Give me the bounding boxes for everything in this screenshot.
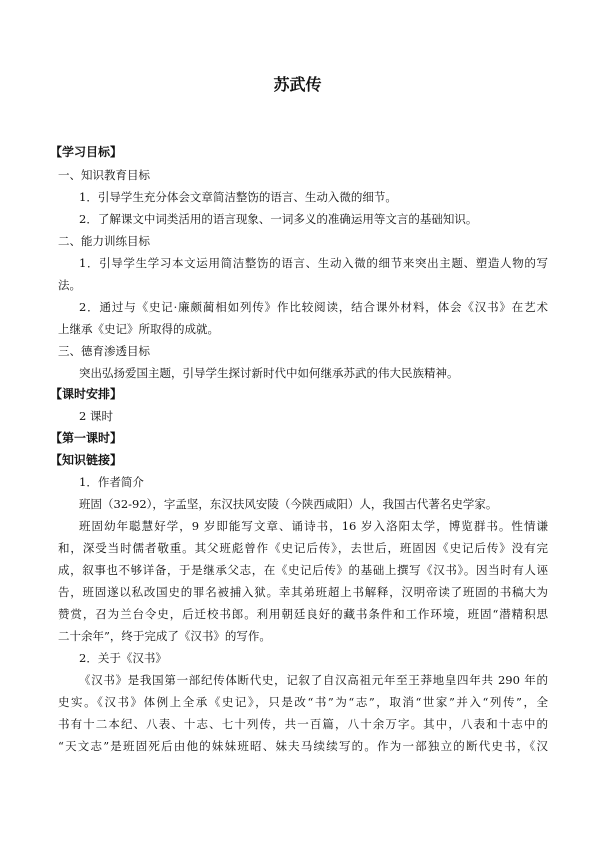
paragraph-line: 班固幼年聪慧好学，9 岁即能写文章、诵诗书，16 岁入洛阳太学，博览群书。性情谦 <box>79 519 548 533</box>
subheading-knowledge: 一、知识教育目标 <box>58 168 150 182</box>
paragraph-line: 2．通过与《史记·廉颇蔺相如列传》作比较阅读，结合课外材料，体会《汉书》在艺术 <box>79 300 548 314</box>
paragraph-line: 上继承《史记》所取得的成就。 <box>58 322 219 336</box>
paragraph-line: 法。 <box>58 278 81 292</box>
paragraph-line: 1．引导学生学习本文运用简洁整饬的语言、生动入微的细节来突出主题、塑造人物的写 <box>79 256 548 270</box>
section-heading-goals: 【学习目标】 <box>50 145 123 159</box>
subheading-ability: 二、能力训练目标 <box>58 234 150 248</box>
paragraph-line: 2．了解课文中词类活用的语言现象、一词多义的准确运用等文言的基础知识。 <box>79 212 478 226</box>
section-heading-schedule: 【课时安排】 <box>50 387 123 401</box>
paragraph-line: 二十余年”，终于完成了《汉书》的写作。 <box>58 629 271 643</box>
paragraph-line: 突出弘扬爱国主题，引导学生探讨新时代中如何继承苏武的伟大民族精神。 <box>79 366 459 380</box>
paragraph-line: 1．引导学生充分体会文章简洁整饬的语言、生动入微的细节。 <box>79 190 397 204</box>
paragraph-line: “天文志”是班固死后由他的妹妹班昭、妹夫马续续写的。作为一部独立的断代史书，《汉 <box>58 739 548 753</box>
page-title: 苏武传 <box>273 75 322 94</box>
paragraph-line: 班固（32-92），字孟坚，东汉扶风安陵（今陕西咸阳）人，我国古代著名史学家。 <box>79 497 498 511</box>
paragraph-line: 赞赏，召为兰台令史，后迁校书郎。利用朝廷良好的藏书条件和工作环境，班固“潜精积思 <box>58 607 548 621</box>
paragraph-line: 2．关于《汉书》 <box>79 651 167 665</box>
paragraph-line: 《汉书》是我国第一部纪传体断代史，记叙了自汉高祖元年至王莽地皇四年共 290 年的 <box>79 673 548 687</box>
paragraph-line: 2 课时 <box>79 409 113 423</box>
paragraph-line: 和，深受当时儒者敬重。其父班彪曾作《史记后传》，去世后，班固因《史记后传》没有完 <box>58 541 548 555</box>
subheading-moral: 三、德育渗透目标 <box>58 344 150 358</box>
paragraph-line: 1．作者简介 <box>79 475 144 489</box>
paragraph-line: 书有十二本纪、八表、十志、七十列传，共一百篇，八十余万字。其中，八表和十志中的 <box>58 717 548 731</box>
section-heading-knowledge-link: 【知识链接】 <box>50 453 123 467</box>
paragraph-line: 史实。《汉书》体例上全承《史记》，只是改“书”为“志”，取消“世家”并入“列传”，全 <box>58 695 548 709</box>
paragraph-line: 告，班固遂以私改国史的罪名被捕入狱。幸其弟班超上书解释，汉明帝读了班固的书稿大为 <box>58 585 548 599</box>
paragraph-line: 成，叙事也不够详备，于是继承父志，在《史记后传》的基础上撰写《汉书》。因当时有人诬 <box>58 563 548 577</box>
section-heading-first-lesson: 【第一课时】 <box>50 431 123 445</box>
